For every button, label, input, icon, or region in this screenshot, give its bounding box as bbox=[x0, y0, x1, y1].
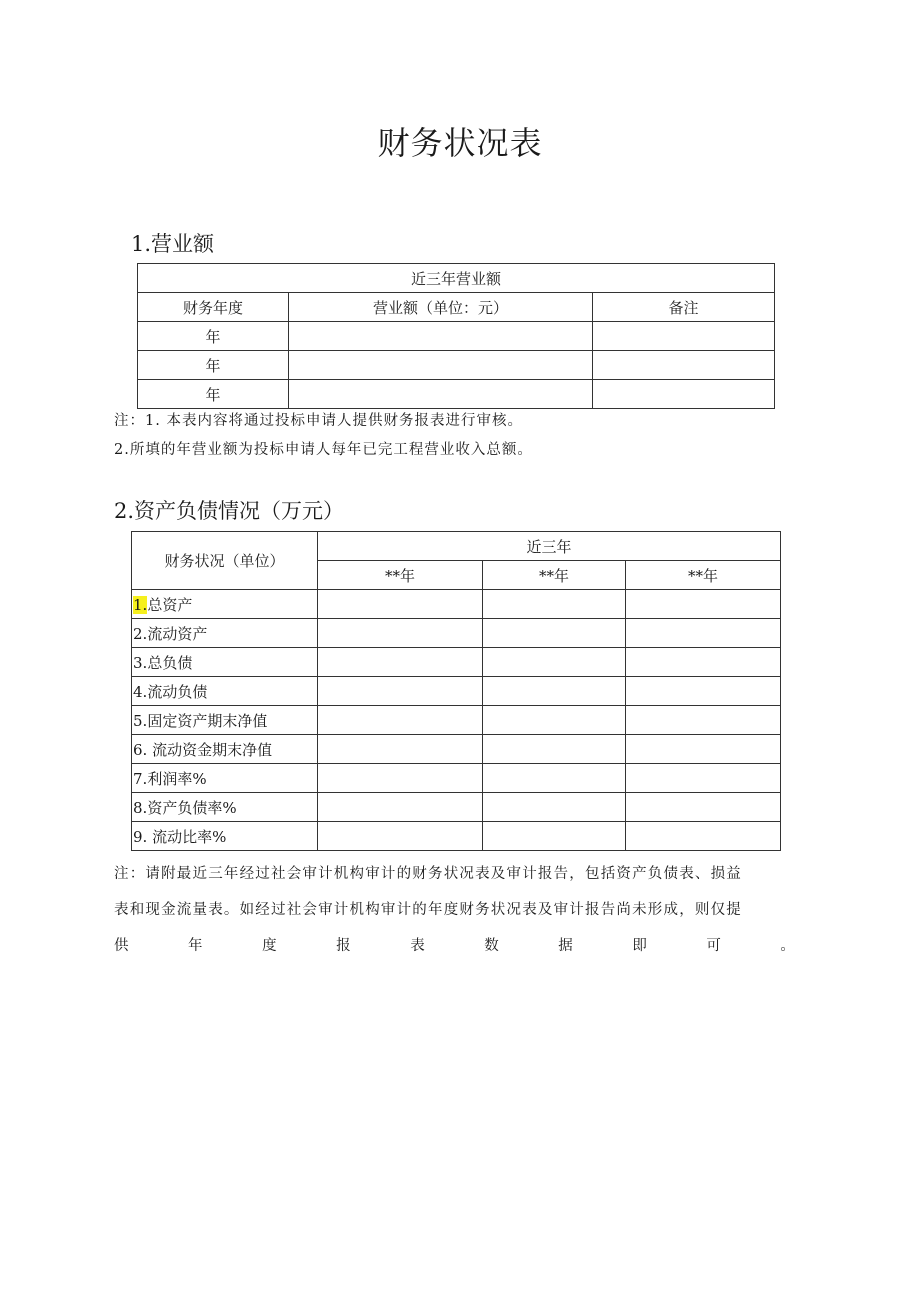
row-label-text: 流动负债 bbox=[147, 682, 208, 701]
value-cell bbox=[626, 793, 781, 822]
table-row bbox=[132, 677, 781, 706]
revenue-cell bbox=[289, 380, 593, 409]
note-char: 表 bbox=[410, 938, 426, 954]
row-label bbox=[132, 619, 318, 648]
row-label bbox=[132, 822, 318, 851]
value-cell bbox=[318, 764, 483, 793]
note-char: 可 bbox=[706, 938, 722, 954]
section-1-note-1: 注：1. 本表内容将通过投标申请人提供财务报表进行审核。 bbox=[114, 413, 523, 429]
section-2-note-line-2: 表和现金流量表。如经过社会审计机构审计的年度财务状况表及审计报告尚未形成，则仅提 bbox=[114, 902, 742, 918]
row-label bbox=[132, 590, 318, 619]
value-cell bbox=[626, 764, 781, 793]
table-row bbox=[132, 590, 781, 619]
note-char: 。 bbox=[780, 938, 796, 954]
row-header-financial-status: 财务状况（单位） bbox=[132, 532, 318, 590]
table-row bbox=[138, 380, 775, 409]
year-cell: 年 bbox=[138, 380, 289, 409]
value-cell bbox=[483, 677, 626, 706]
row-label-text: 资产负债率% bbox=[147, 798, 237, 817]
value-cell bbox=[318, 793, 483, 822]
value-cell bbox=[483, 648, 626, 677]
value-cell bbox=[483, 764, 626, 793]
row-label bbox=[132, 706, 318, 735]
year-cell: 年 bbox=[138, 322, 289, 351]
row-number: 9. bbox=[133, 827, 153, 846]
section-2-note-line-1: 注：请附最近三年经过社会审计机构审计的财务状况表及审计报告，包括资产负债表、损益 bbox=[114, 866, 742, 882]
row-number: 6. bbox=[133, 740, 153, 759]
note-char: 据 bbox=[558, 938, 574, 954]
table-row bbox=[132, 735, 781, 764]
value-cell bbox=[483, 706, 626, 735]
note-char: 数 bbox=[484, 938, 500, 954]
revenue-cell bbox=[289, 351, 593, 380]
row-label bbox=[132, 793, 318, 822]
revenue-table-title: 近三年营业额 bbox=[138, 264, 775, 293]
highlighted-number: 1. bbox=[133, 595, 148, 614]
group-header-recent-three-years: 近三年 bbox=[318, 532, 781, 561]
value-cell bbox=[483, 590, 626, 619]
row-label-text: 流动比率% bbox=[152, 827, 227, 846]
value-cell bbox=[318, 619, 483, 648]
row-label-text: 固定资产期末净值 bbox=[147, 711, 268, 730]
note-char: 报 bbox=[336, 938, 352, 954]
table-row bbox=[132, 619, 781, 648]
page-title: 财务状况表 bbox=[377, 124, 543, 162]
value-cell bbox=[626, 822, 781, 851]
row-number: 2. bbox=[133, 624, 148, 643]
table-row bbox=[138, 322, 775, 351]
row-number: 4. bbox=[133, 682, 148, 701]
row-label-text: 流动资产 bbox=[147, 624, 208, 643]
table-row bbox=[132, 648, 781, 677]
row-label bbox=[132, 764, 318, 793]
note-char: 年 bbox=[188, 938, 204, 954]
value-cell bbox=[318, 735, 483, 764]
value-cell bbox=[483, 735, 626, 764]
value-cell bbox=[483, 619, 626, 648]
value-cell bbox=[483, 822, 626, 851]
revenue-table bbox=[137, 263, 775, 409]
value-cell bbox=[626, 590, 781, 619]
note-char: 度 bbox=[262, 938, 278, 954]
table-row bbox=[132, 822, 781, 851]
balance-sheet-table bbox=[131, 531, 781, 851]
table-row bbox=[132, 793, 781, 822]
row-number: 3. bbox=[133, 653, 148, 672]
row-label bbox=[132, 677, 318, 706]
value-cell bbox=[318, 706, 483, 735]
remarks-cell bbox=[593, 351, 775, 380]
value-cell bbox=[626, 619, 781, 648]
column-header-remarks: 备注 bbox=[593, 293, 775, 322]
year-column-header: **年 bbox=[626, 561, 781, 590]
revenue-cell bbox=[289, 322, 593, 351]
value-cell bbox=[318, 590, 483, 619]
note-char: 供 bbox=[114, 938, 130, 954]
row-number: 8. bbox=[133, 798, 148, 817]
row-number: 5. bbox=[133, 711, 148, 730]
value-cell bbox=[483, 793, 626, 822]
year-column-header: **年 bbox=[483, 561, 626, 590]
year-column-header: **年 bbox=[318, 561, 483, 590]
value-cell bbox=[626, 735, 781, 764]
value-cell bbox=[626, 706, 781, 735]
row-label-text: 总资产 bbox=[147, 595, 193, 614]
section-1-note-2: 2.所填的年营业额为投标申请人每年已完工程营业收入总额。 bbox=[114, 442, 533, 458]
table-row bbox=[132, 706, 781, 735]
row-label-text: 利润率% bbox=[147, 769, 207, 788]
value-cell bbox=[626, 677, 781, 706]
section-2-note-line-3 bbox=[114, 934, 796, 955]
column-header-fiscal-year: 财务年度 bbox=[138, 293, 289, 322]
row-number: 7. bbox=[133, 769, 148, 788]
remarks-cell bbox=[593, 380, 775, 409]
section-1-heading: 1.营业额 bbox=[131, 232, 215, 256]
row-label bbox=[132, 735, 318, 764]
value-cell bbox=[318, 822, 483, 851]
value-cell bbox=[626, 648, 781, 677]
column-header-revenue: 营业额（单位：元） bbox=[289, 293, 593, 322]
note-char: 即 bbox=[632, 938, 648, 954]
row-label-text: 总负债 bbox=[147, 653, 193, 672]
table-row bbox=[138, 351, 775, 380]
section-2-heading: 2.资产负债情况（万元） bbox=[114, 499, 345, 523]
row-label bbox=[132, 648, 318, 677]
value-cell bbox=[318, 677, 483, 706]
table-row bbox=[132, 764, 781, 793]
row-label-text: 流动资金期末净值 bbox=[152, 740, 273, 759]
value-cell bbox=[318, 648, 483, 677]
year-cell: 年 bbox=[138, 351, 289, 380]
remarks-cell bbox=[593, 322, 775, 351]
